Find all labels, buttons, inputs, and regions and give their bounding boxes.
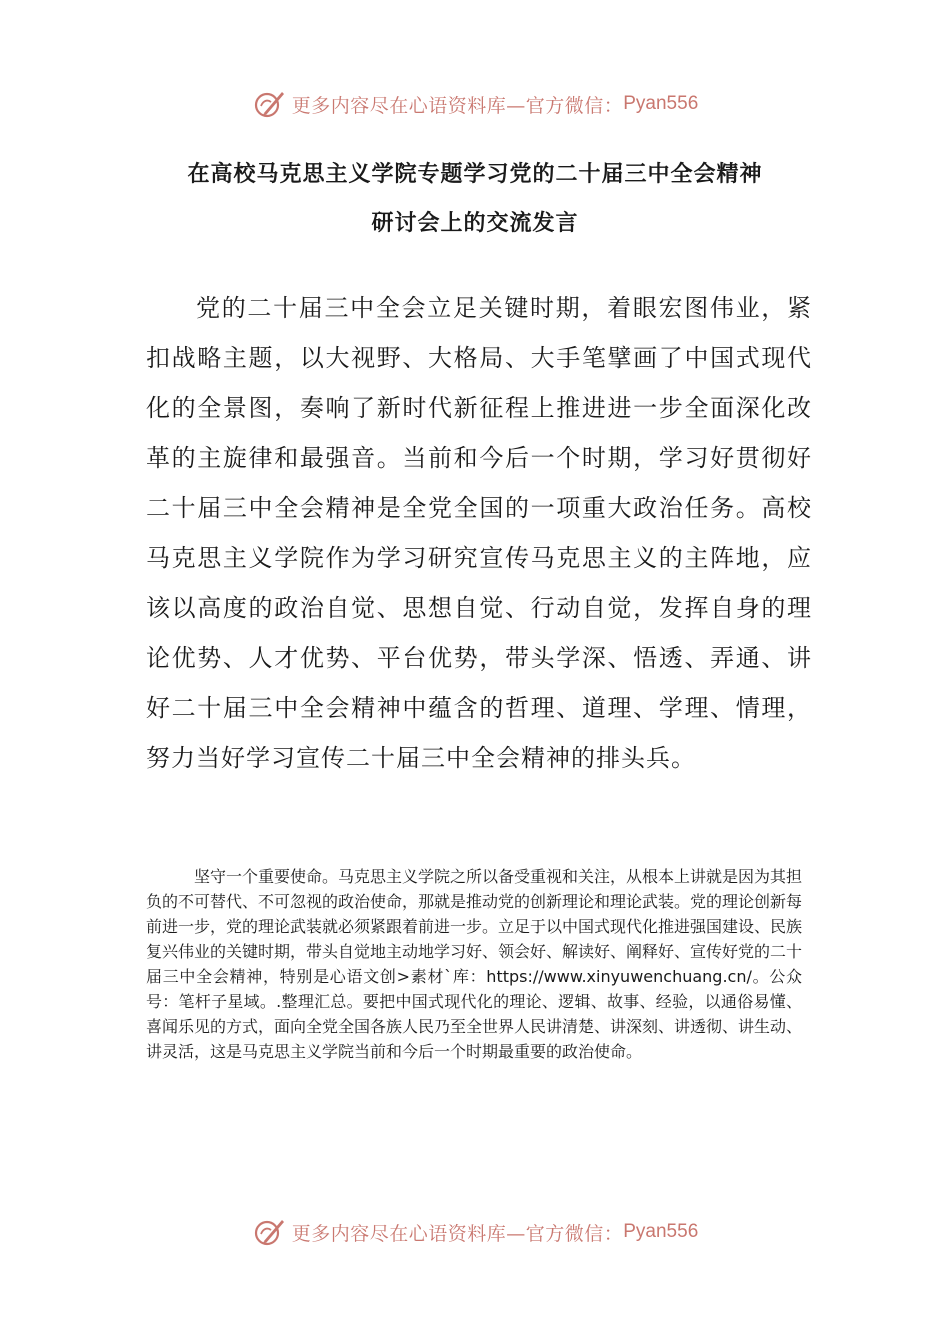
pen-circle-logo-icon xyxy=(252,1215,286,1249)
banner-text: 更多内容尽在心语资料库—官方微信： xyxy=(291,94,624,117)
banner-wechat-id: Pyan556 xyxy=(623,93,699,114)
body-paragraph-2: 坚守一个重要使命。马克思主义学院之所以备受重视和关注，从根本上讲就是因为其担负的不可替代、不可忽视的政治使命，那就是推动党的创新理论和理论武装。党的理论创新每前进一步，党的理论武装就必须紧跟着前进一步。立足于以中国式现代化推进强国建设、民族复兴伟业的关键时期，带头自觉地主动地学习好、领会好、解读好、阐释好、宣传好党的二十届三中全会精神，特别是心语文创>素材`库：https://www.xinyuwenchuang.cn/。公众号：笔杆子星域。.整理汇总。要把中国式现代化的理论、逻辑、故事、经验，以通俗易懂、喜闻乐见的方式，面向全党全国各族人民乃至全世界人民讲清楚、讲深刻、讲透彻、讲生动、讲灵活，这是马克思主义学院当前和今后一个时期最重要的政治使命。 xyxy=(146,867,803,1061)
document-title-line-2: 研讨会上的交流发言 xyxy=(371,211,579,236)
banner-text: 更多内容尽在心语资料库—官方微信： xyxy=(291,1222,624,1245)
header-banner xyxy=(0,84,950,124)
banner-wechat-id: Pyan556 xyxy=(623,1221,699,1242)
document-title-line-1: 在高校马克思主义学院专题学习党的二十届三中全会精神 xyxy=(187,162,763,187)
body-paragraph-1: 党的二十届三中全会立足关键时期，着眼宏图伟业，紧扣战略主题，以大视野、大格局、大手笔擘画了中国式现代化的全景图，奏响了新时代新征程上推进进一步全面深化改革的主旋律和最强音。当前和今后一个时期，学习好贯彻好二十届三中全会精神是全党全国的一项重大政治任务。高校马克思主义学院作为学习研究宣传马克思主义的主阵地，应该以高度的政治自觉、思想自觉、行动自觉，发挥自身的理论优势、人才优势、平台优势，带头学深、悟透、弄通、讲好二十届三中全会精神中蕴含的哲理、道理、学理、情理，努力当好学习宣传二十届三中全会精神的排头兵。 xyxy=(146,294,812,772)
footer-banner xyxy=(0,1212,950,1252)
pen-circle-logo-icon xyxy=(252,87,286,121)
